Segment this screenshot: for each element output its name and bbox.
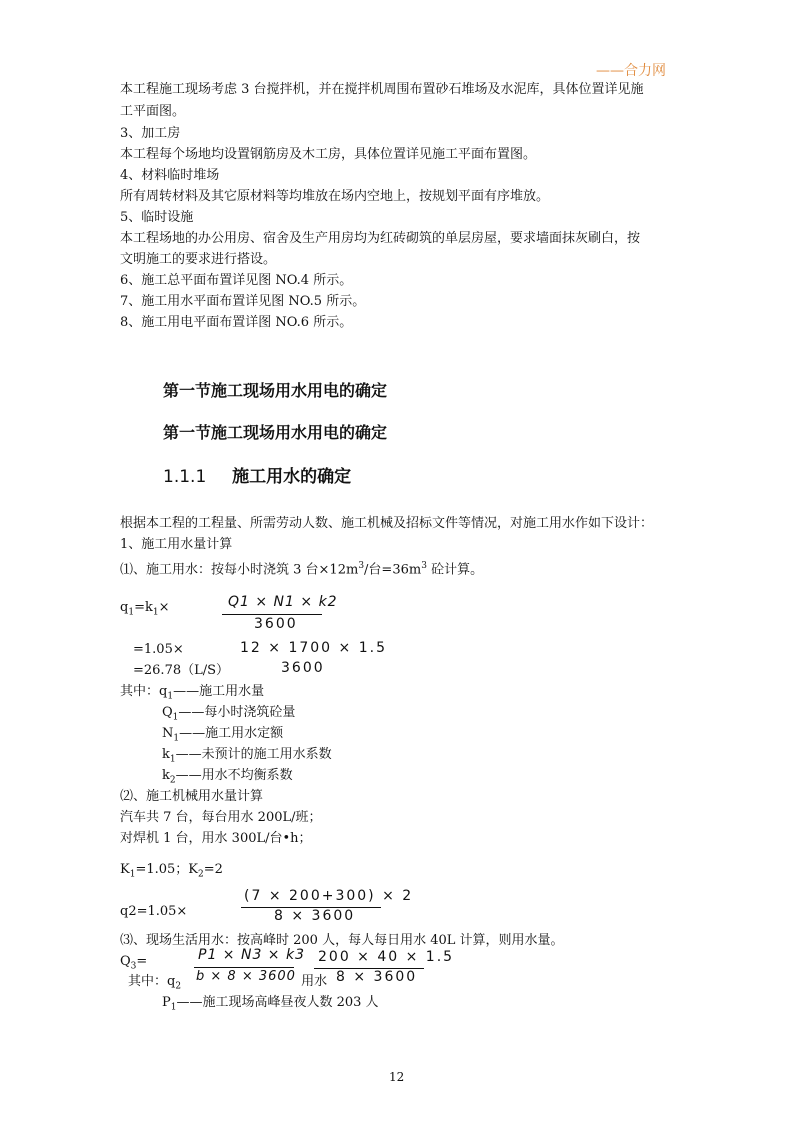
formula4-fraction-bar xyxy=(194,967,294,968)
formula1-denominator: 3600 xyxy=(254,616,298,632)
q2-lhs: q2=1.05× xyxy=(120,904,188,919)
formula2-numerator: 12 × 1700 × 1.5 xyxy=(240,640,387,656)
paragraph-temporary-facilities-line1: 本工程场地的办公用房、宿舍及生产用房均为红砖砌筑的单层房屋，要求墙面抹灰刷白，按 xyxy=(120,231,641,246)
definition-row: $N_1——$施工用水定额 xyxy=(162,726,284,744)
water-intro: 根据本工程的工程量、所需劳动人数、施工机械及招标文件等情况，对施工用水作如下设计： xyxy=(120,516,654,531)
section-temporary-facilities: 5、临时设施 xyxy=(120,210,194,225)
section-material-yard: 4、材料临时堆场 xyxy=(120,168,220,183)
page-number: 12 xyxy=(389,1070,405,1084)
subsection-number: 1.1.1 xyxy=(163,467,207,487)
definition-row: $Q_1——$每小时浇筑砼量 xyxy=(162,705,296,723)
header-watermark: ——合力网 xyxy=(596,63,666,79)
formula3-denominator: 8 × 3600 xyxy=(274,908,356,924)
q1-result: =26.78（L/S） xyxy=(133,663,230,678)
subsection-title: 施工用水的确定 xyxy=(232,467,352,487)
section-heading: 第一节施工现场用水用电的确定 xyxy=(163,381,388,400)
subsection-heading xyxy=(163,462,351,487)
definition-row: $k_1——$未预计的施工用水系数 xyxy=(162,747,332,765)
q1-lhs: $q_1=k_1\times$ xyxy=(120,600,170,618)
paragraph-mixer-line1: 本工程施工现场考虑 3 台搅拌机，并在搅拌机周围布置砂石堆场及水泥库，具体位置详见施 xyxy=(120,82,644,97)
formula4-numerator: P1 × N3 × k3 xyxy=(198,947,306,963)
welder-water-usage: 对焊机 1 台，用水 300L/台•h； xyxy=(120,831,312,846)
paragraph-processing-room: 本工程每个场地均设置钢筋房及木工房，具体位置详见施工平面布置图。 xyxy=(120,147,537,162)
section-processing-room: 3、加工房 xyxy=(120,126,181,141)
paragraph-material-yard: 所有周转材料及其它原材料等均堆放在场内空地上，按规划平面有序堆放。 xyxy=(120,189,550,204)
section-heading-duplicate: 第一节施工现场用水用电的确定 xyxy=(163,423,388,442)
formula5-numerator: 200 × 40 × 1.5 xyxy=(318,949,455,965)
item-water-layout: 7、施工用水平面布置详见图 NO.5 所示。 xyxy=(120,294,366,309)
formula1-numerator: Q1 × N1 × k2 xyxy=(228,594,338,610)
water-item-1-3: ⑶、现场生活用水：按高峰时 200 人，每人每日用水 40L 计算，则用水量。 xyxy=(120,933,564,948)
cars-water-usage: 汽车共 7 台，每台用水 200L/班； xyxy=(120,810,322,825)
item-general-layout: 6、施工总平面布置详见图 NO.4 所示。 xyxy=(120,273,353,288)
q3-lhs: $Q_3=$ xyxy=(120,954,148,972)
water-item-1: 1、施工用水量计算 xyxy=(120,537,233,552)
formula3-numerator: (7 × 200+300) × 2 xyxy=(244,888,414,904)
water-item-1-2: ⑵、施工机械用水量计算 xyxy=(120,789,264,804)
water-item-1-1: ⑴、施工用水：按每小时浇筑 3 台$\times 12m^3/$台$=36m^3$ 砼计算。 xyxy=(120,561,484,578)
item-power-layout: 8、施工用电平面布置详图 NO.6 所示。 xyxy=(120,315,353,330)
paragraph-mixer-line2: 工平面图。 xyxy=(120,104,186,119)
q3-where: 其中：$q_2$ 用水 xyxy=(128,974,328,992)
definition-row: $k_2——$用水不均衡系数 xyxy=(162,768,293,786)
p1-definition: $P_1——$施工现场高峰昼夜人数 203 人 xyxy=(162,995,379,1013)
where-q1: 其中：$q_1——$施工用水量 xyxy=(120,684,265,702)
formula2-denominator: 3600 xyxy=(281,660,325,676)
k-coefficients: $K_1=1.05$；$K_2=2$ xyxy=(120,862,223,880)
q1-substitution-prefix: =1.05× xyxy=(133,642,184,657)
formula1-fraction-bar xyxy=(222,614,322,615)
paragraph-temporary-facilities-line2: 文明施工的要求进行搭设。 xyxy=(120,252,277,267)
formula4-denominator: b × 8 × 3600 xyxy=(196,969,296,984)
formula5-denominator: 8 × 3600 xyxy=(336,969,418,985)
